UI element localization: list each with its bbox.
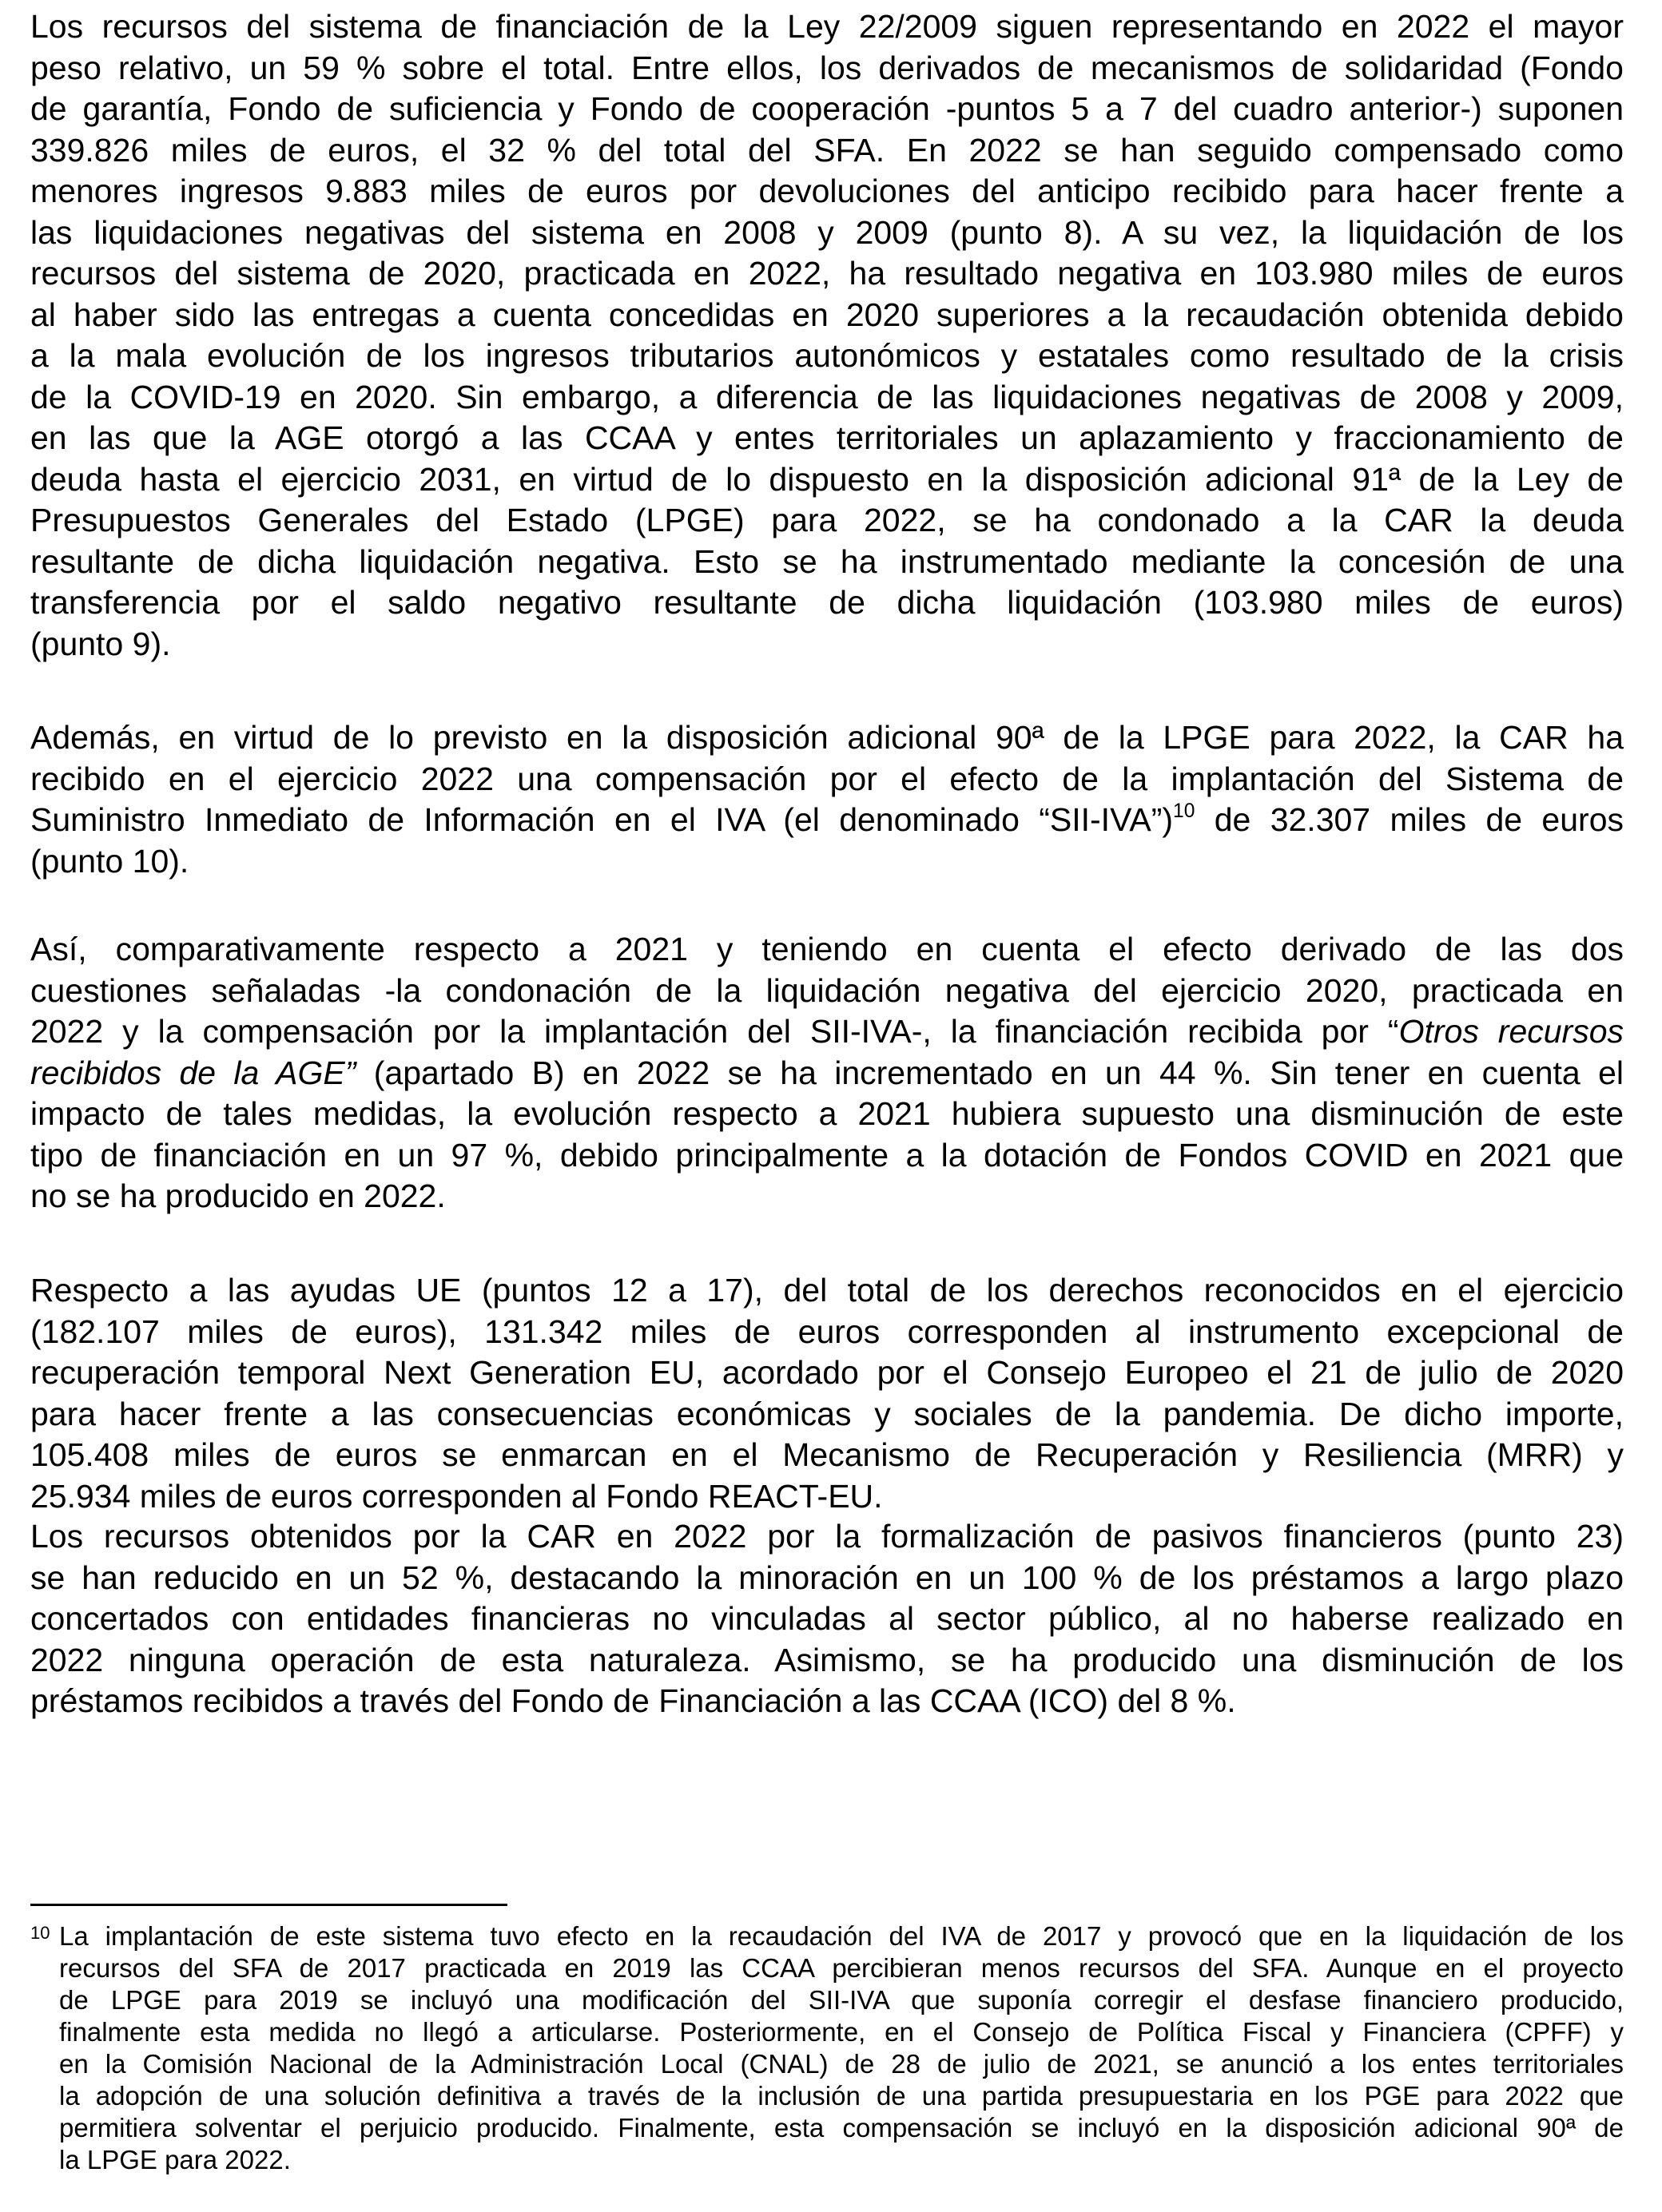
text-line: 2022 ninguna operación de esta naturaleza. Asimismo, se ha producido una disminución de los	[30, 1641, 1624, 1678]
paragraph-sii-iva-compensation	[30, 717, 1624, 882]
text-line: transferencia por el saldo negativo resultante de dicha liquidación (103.980 miles de euros)	[30, 584, 1624, 621]
italic-text: recibidos de la AGE”	[30, 1054, 356, 1091]
text-line: a la mala evolución de los ingresos tributarios autonómicos y estatales como resultado de la crisis	[30, 337, 1624, 374]
text-line: Así, comparativamente respecto a 2021 y teniendo en cuenta el efecto derivado de las dos	[30, 931, 1624, 967]
text-line: (182.107 miles de euros), 131.342 miles de euros corresponden al instrumento excepcional de	[30, 1313, 1624, 1350]
footnote	[30, 1920, 1624, 2176]
paragraph-financial-liabilities	[30, 1516, 1624, 1722]
text-line: tipo de financiación en un 97 %, debido principalmente a la dotación de Fondos COVID en 2021 que	[30, 1136, 1624, 1174]
text-segment: (apartado B) en 2022 se ha incrementado en un 44 %. Sin tener en cuenta el	[356, 1054, 1624, 1091]
text-line: concertados con entidades financieras no vinculadas al sector público, al no haberse realizado en	[30, 1600, 1624, 1637]
text-line: cuestiones señaladas -la condonación de la liquidación negativa del ejercicio 2020, practicada en	[30, 971, 1624, 1009]
text-line: resultante de dicha liquidación negativa. Esto se ha instrumentado mediante la concesión de una	[30, 542, 1624, 580]
text-line: de la COVID-19 en 2020. Sin embargo, a diferencia de las liquidaciones negativas de 2008 y 2009,	[30, 378, 1624, 415]
text-line: finalmente esta medida no llegó a articularse. Posteriormente, en el Consejo de Política Fiscal y Financiera (CPFF) y	[59, 2017, 1624, 2047]
text-line: La implantación de este sistema tuvo efecto en la recaudación del IVA de 2017 y provocó que en la liquidación de los	[59, 1921, 1624, 1951]
text-line: menores ingresos 9.883 miles de euros por devoluciones del anticipo recibido para hacer frente a	[30, 173, 1624, 209]
text-line	[30, 1011, 1624, 1053]
text-line: préstamos recibidos a través del Fondo de Financiación a las CCAA (ICO) del 8 %.	[30, 1682, 1236, 1719]
text-line	[30, 1053, 1624, 1094]
text-line: 105.408 miles de euros se enmarcan en el Mecanismo de Recuperación y Resiliencia (MRR) y	[30, 1436, 1624, 1473]
text-segment: 2022 y la compensación por la implantación del SII-IVA-, la financiación recibida por “	[30, 1013, 1399, 1050]
text-line: recibido en el ejercicio 2022 una compensación por el efecto de la implantación del Sistema de	[30, 760, 1624, 797]
text-line: Además, en virtud de lo previsto en la disposición adicional 90ª de la LPGE para 2022, la CAR ha	[30, 719, 1624, 756]
text-line: en las que la AGE otorgó a las CCAA y entes territoriales un aplazamiento y fraccionamiento de	[30, 419, 1624, 456]
paragraph-sfa-resources	[30, 6, 1624, 665]
italic-text: Otros recursos	[1398, 1013, 1624, 1050]
text-line: recursos del sistema de 2020, practicada en 2022, ha resultado negativa en 103.980 miles de euros	[30, 255, 1624, 292]
paragraph-eu-aid	[30, 1270, 1624, 1517]
text-segment: de 32.307 miles de euros	[1195, 801, 1624, 838]
text-line: peso relativo, un 59 % sobre el total. Entre ellos, los derivados de mecanismos de solidaridad (Fondo	[30, 49, 1624, 86]
text-line: recursos del SFA de 2017 practicada en 2019 las CCAA percibieran menos recursos del SFA. Aunque en el proyecto	[59, 1953, 1624, 1983]
text-line: (punto 10).	[30, 842, 189, 880]
text-line: deuda hasta el ejercicio 2031, en virtud de lo dispuesto en la disposición adicional 91ª de la Ley de	[30, 460, 1624, 498]
text-line: no se ha producido en 2022.	[30, 1177, 446, 1214]
text-line: impacto de tales medidas, la evolución respecto a 2021 hubiera supuesto una disminución de este	[30, 1095, 1624, 1132]
text-line: Presupuestos Generales del Estado (LPGE) para 2022, se ha condonado a la CAR la deuda	[30, 502, 1624, 538]
text-segment: Suministro Inmediato de Información en el IVA (el denominado “SII-IVA”)	[30, 801, 1174, 838]
text-line: de LPGE para 2019 se incluyó una modificación del SII-IVA que suponía corregir el desfase financiero producido,	[59, 1985, 1624, 2015]
footnote-body	[59, 1920, 1624, 2176]
text-line: de garantía, Fondo de suficiencia y Fondo de cooperación -puntos 5 a 7 del cuadro anterior-) suponen	[30, 90, 1624, 127]
paragraph-comparison-2021	[30, 929, 1624, 1217]
footnote-mark: 10	[30, 1923, 50, 1943]
text-line: las liquidaciones negativas del sistema en 2008 y 2009 (punto 8). A su vez, la liquidación de los	[30, 213, 1624, 251]
footnote-divider	[30, 1904, 507, 1906]
text-line: (punto 9).	[30, 625, 171, 662]
text-line: la LPGE para 2022.	[59, 2145, 291, 2174]
text-line: la adopción de una solución definitiva a través de la inclusión de una partida presupuestaria en los PGE para 2022 que	[59, 2081, 1624, 2111]
text-line: Los recursos del sistema de financiación de la Ley 22/2009 siguen representando en 2022 el mayor	[30, 8, 1624, 45]
text-line: 25.934 miles de euros corresponden al Fondo REACT-EU.	[30, 1477, 883, 1515]
text-line	[30, 800, 1624, 841]
text-line: se han reducido en un 52 %, destacando la minoración en un 100 % de los préstamos a largo plazo	[30, 1559, 1624, 1596]
text-line: al haber sido las entregas a cuenta concedidas en 2020 superiores a la recaudación obtenida debido	[30, 296, 1624, 333]
text-line: para hacer frente a las consecuencias económicas y sociales de la pandemia. De dicho importe,	[30, 1395, 1624, 1432]
text-line: Los recursos obtenidos por la CAR en 2022 por la formalización de pasivos financieros (punto 23)	[30, 1518, 1624, 1555]
text-line: recuperación temporal Next Generation EU, acordado por el Consejo Europeo el 21 de julio de 2020	[30, 1354, 1624, 1391]
footnote-reference: 10	[1173, 800, 1195, 822]
text-line: Respecto a las ayudas UE (puntos 12 a 17), del total de los derechos reconocidos en el ejercicio	[30, 1272, 1624, 1309]
text-line: permitiera solventar el perjuicio producido. Finalmente, esta compensación se incluyó en la disposición adicional 90ª de	[59, 2113, 1624, 2143]
text-line: en la Comisión Nacional de la Administración Local (CNAL) de 28 de julio de 2021, se anunció a los entes territoriales	[59, 2049, 1624, 2079]
text-line: 339.826 miles de euros, el 32 % del total del SFA. En 2022 se han seguido compensado como	[30, 131, 1624, 169]
